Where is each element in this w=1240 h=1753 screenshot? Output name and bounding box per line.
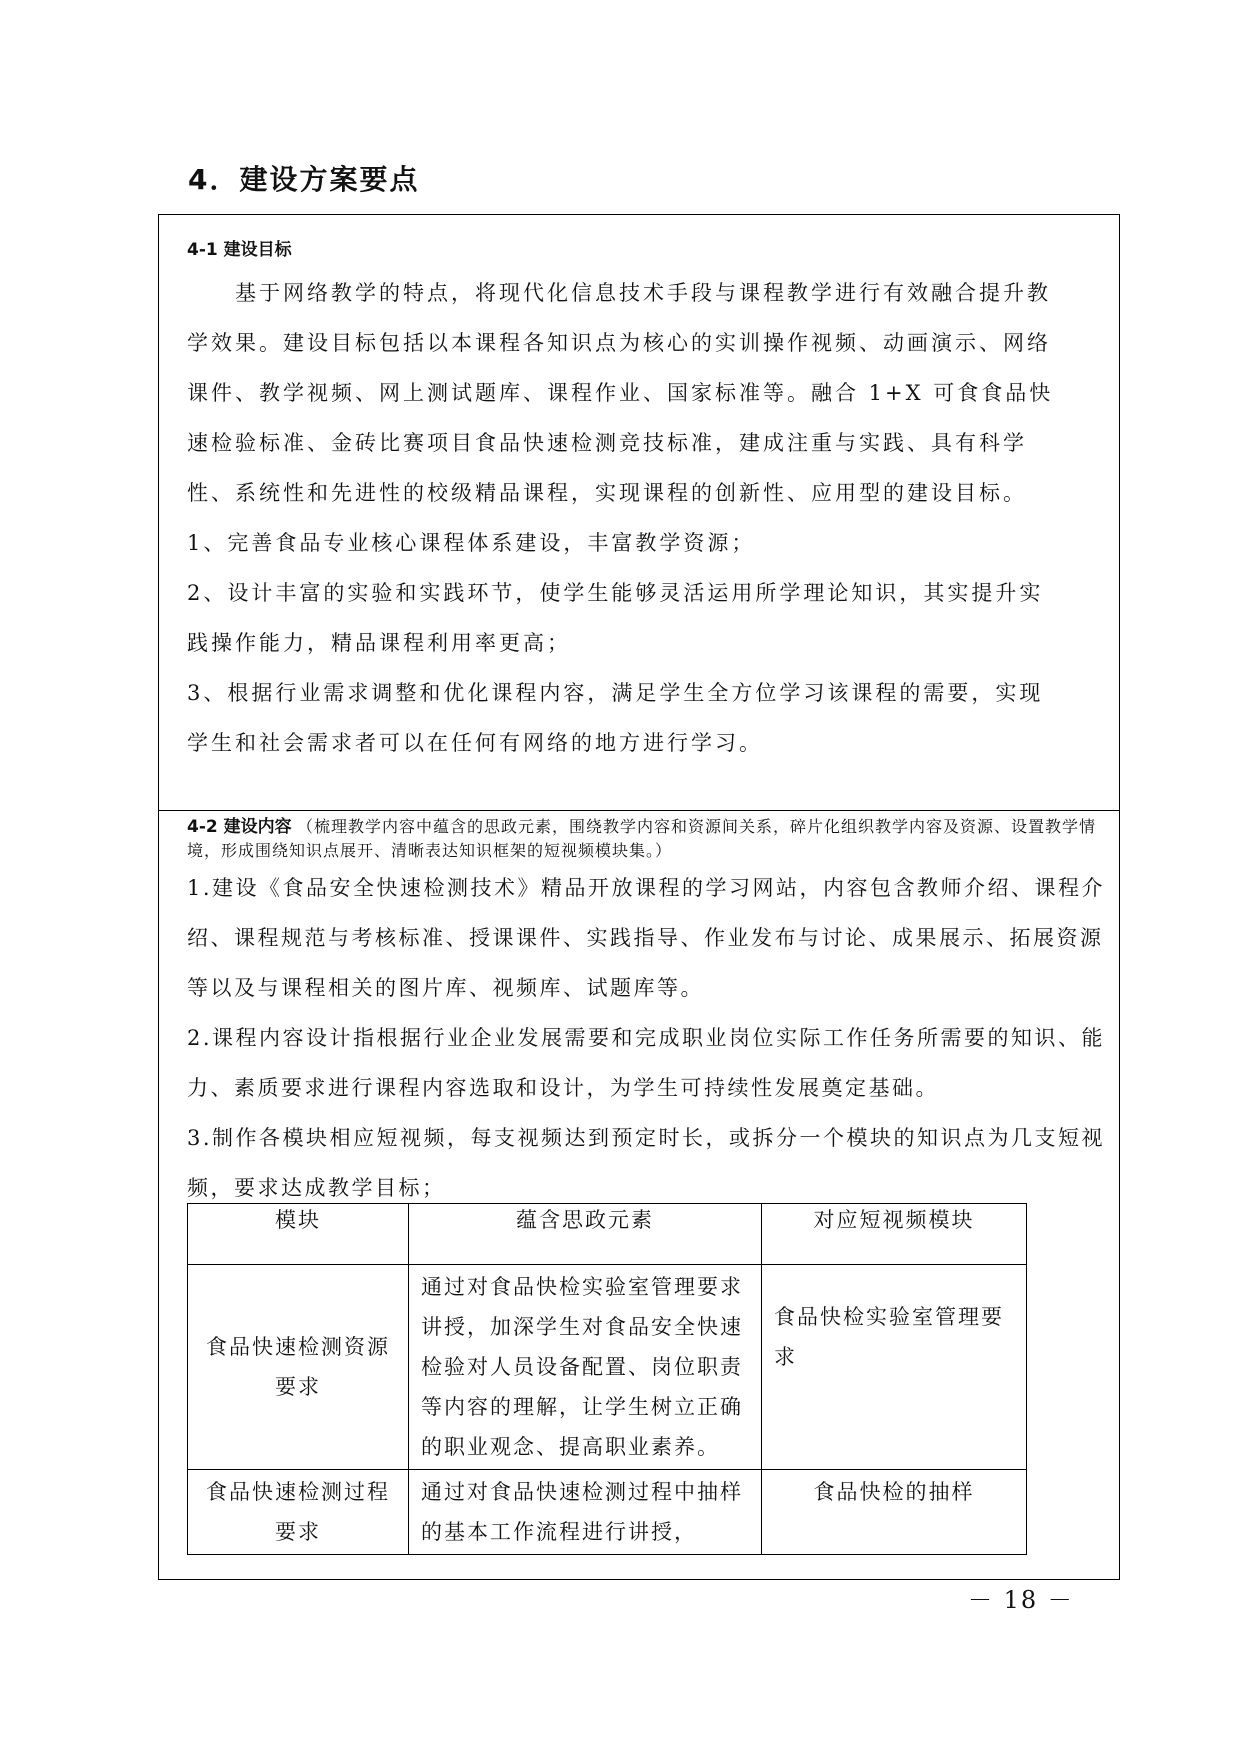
goals-intro: 基于网络教学的特点，将现代化信息技术手段与课程教学进行有效融合提升教学效果。建设目标包括以本课程各知识点为核心的实训操作视频、动画演示、网络课件、教学视频、网上测试题库、课程作业、国家标准等。融合 1+X 可食食品快速检验标准、金砖比赛项目食品快速检测竞技标准，建成注重与实践、具有科学性、系统性和先进性的校级精品课程，实现课程的创新性、应用型的建设目标。 bbox=[187, 281, 1054, 505]
section-goals bbox=[187, 235, 1067, 768]
header-element: 蕴含思政元素 bbox=[409, 1204, 762, 1265]
goal-item-2: 2、设计丰富的实验和实践环节，使学生能够灵活运用所学理论知识，其实提升实践操作能力，精品课程利用率更高； bbox=[187, 581, 1044, 655]
goal-item-3: 3、根据行业需求调整和优化课程内容，满足学生全方位学习该课程的需要，实现学生和社会需求者可以在任何有网络的地方进行学习。 bbox=[187, 681, 1044, 755]
section-goals-title: 4-1 建设目标 bbox=[187, 240, 292, 260]
content-paragraph-3: 3.制作各模块相应短视频，每支视频达到预定时长，或拆分一个模块的知识点为几支短视频，要求达成教学目标； bbox=[187, 1126, 1106, 1200]
row-video: 食品快检实验室管理要求 bbox=[762, 1265, 1027, 1470]
table-row bbox=[188, 1265, 1027, 1470]
row-element: 通过对食品快检实验室管理要求讲授，加深学生对食品安全快速检验对人员设备配置、岗位职责等内容的理解，让学生树立正确的职业观念、提高职业素养。 bbox=[409, 1265, 762, 1470]
module-table bbox=[187, 1203, 1027, 1555]
row-module: 食品快速检测资源要求 bbox=[188, 1265, 409, 1470]
section-heading: 4．建设方案要点 bbox=[188, 163, 420, 196]
content-frame bbox=[158, 214, 1120, 1580]
row-video: 食品快检的抽样 bbox=[762, 1470, 1027, 1555]
goal-item-1: 1、完善食品专业核心课程体系建设，丰富教学资源； bbox=[187, 531, 756, 555]
section-content-title: 4-2 建设内容 bbox=[187, 817, 292, 837]
section-content-note: （梳理教学内容中蕴含的思政元素，围绕教学内容和资源间关系，碎片化组织教学内容及资源、设置教学情境，形成围绕知识点展开、清晰表达知识框架的短视频模块集。） bbox=[187, 817, 1097, 860]
header-module: 模块 bbox=[188, 1204, 409, 1265]
row-module: 食品快速检测过程要求 bbox=[188, 1470, 409, 1555]
page-number: － 18 － bbox=[968, 1586, 1074, 1614]
table-header-row bbox=[188, 1204, 1027, 1265]
table-row bbox=[188, 1470, 1027, 1555]
header-video: 对应短视频模块 bbox=[762, 1204, 1027, 1265]
section-divider bbox=[159, 810, 1119, 811]
content-paragraph-1: 1.建设《食品安全快速检测技术》精品开放课程的学习网站，内容包含教师介绍、课程介绍、课程规范与考核标准、授课课件、实践指导、作业发布与讨论、成果展示、拓展资源等以及与课程相关的图片库、视频库、试题库等。 bbox=[187, 876, 1106, 1000]
section-content-header bbox=[187, 815, 1107, 863]
section-content bbox=[187, 815, 1107, 1213]
row-element: 通过对食品快速检测过程中抽样的基本工作流程进行讲授， bbox=[409, 1470, 762, 1555]
content-paragraph-2: 2.课程内容设计指根据行业企业发展需要和完成职业岗位实际工作任务所需要的知识、能力、素质要求进行课程内容选取和设计，为学生可持续性发展奠定基础。 bbox=[187, 1026, 1106, 1100]
